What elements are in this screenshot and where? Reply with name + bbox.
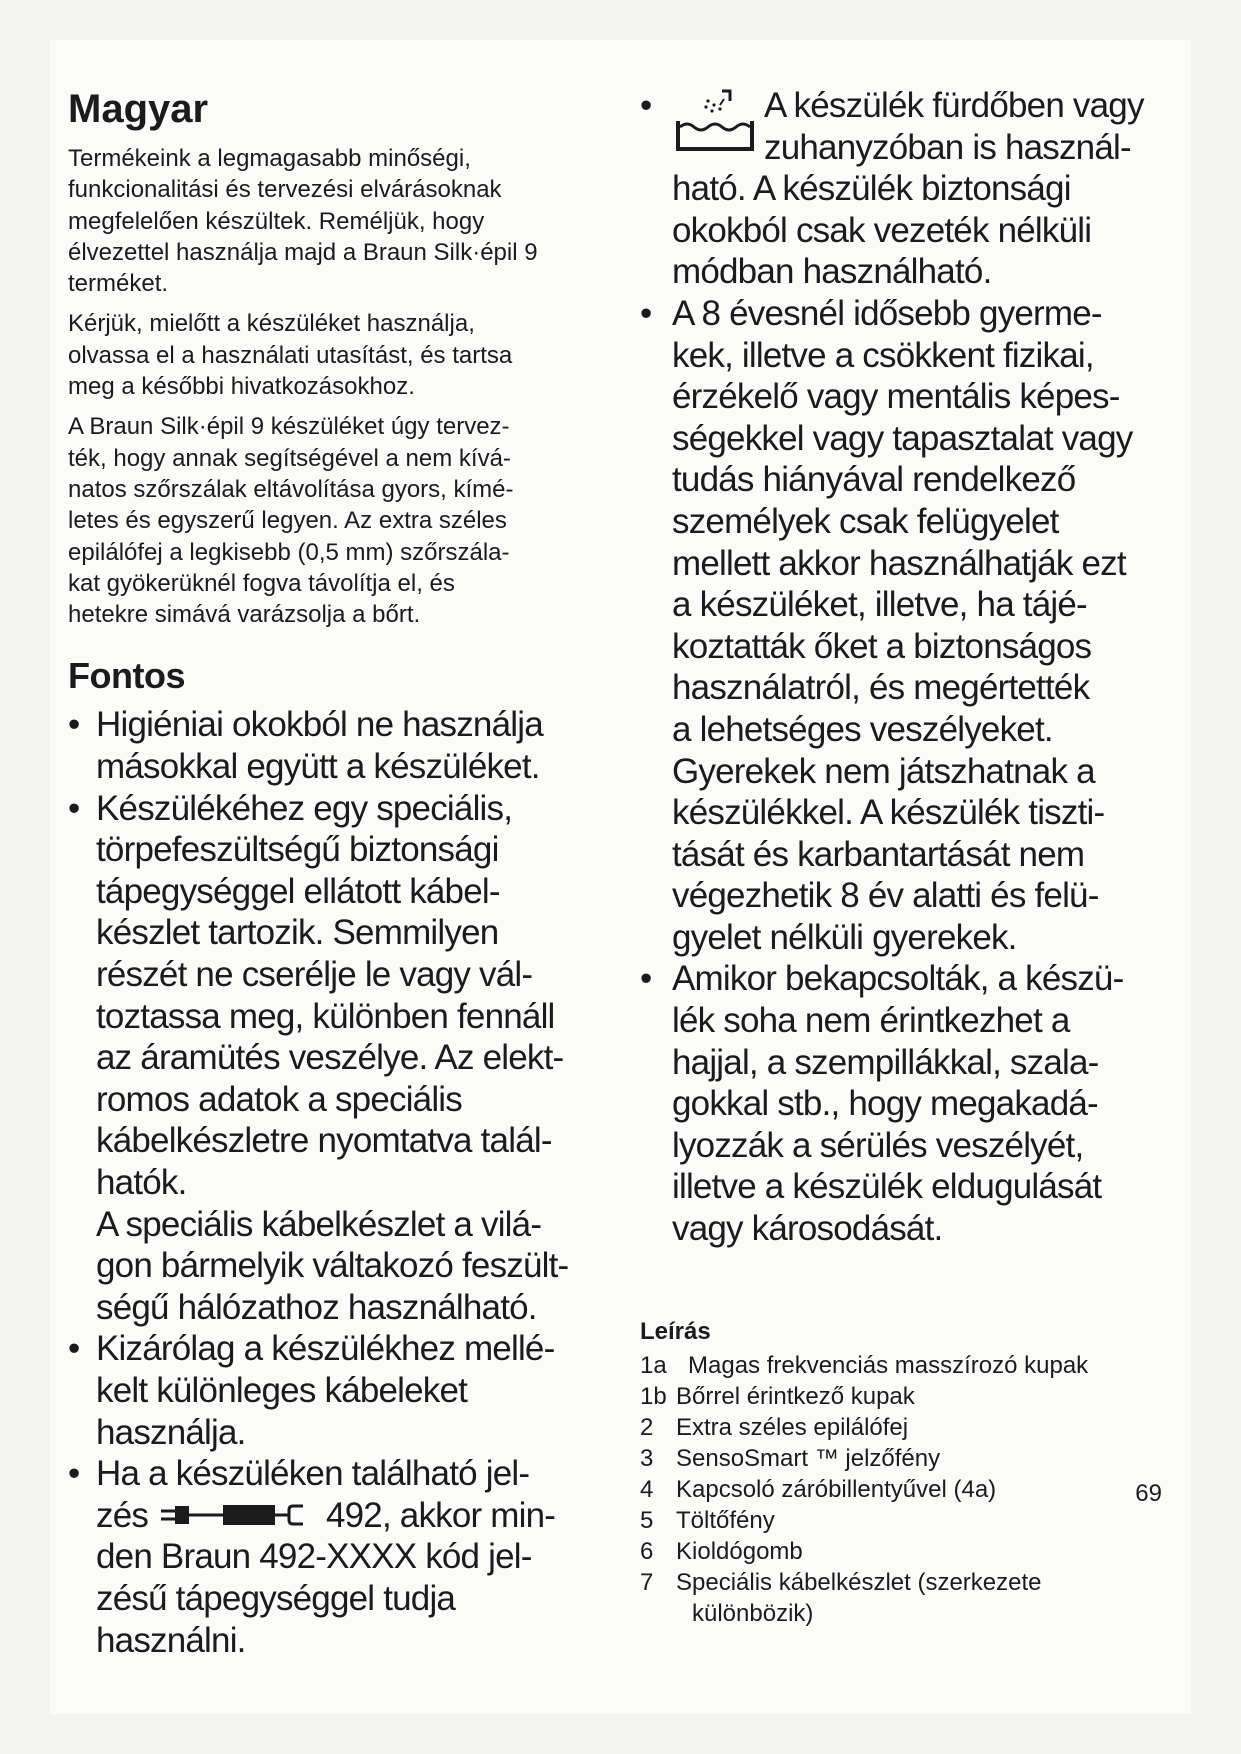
bullet-marking (68, 1453, 628, 1661)
item-number: 4 (640, 1475, 654, 1503)
text-line: zuhanyzóban is használ- (764, 127, 1131, 167)
text-line: tápegységgel ellátott kábel- (96, 871, 500, 911)
item-number: 3 (640, 1444, 654, 1472)
text-line: meg a későbbi hivatkozásokhoz. (68, 373, 415, 401)
text-fragment: 492, akkor min- (325, 1495, 556, 1535)
text-line: törpefeszültségű biztonsági (96, 830, 499, 870)
bullet-switched-on (640, 958, 1185, 1249)
text-line: a készüléket, illetve, ha tájé- (672, 585, 1087, 625)
text-line-with-symbol (96, 1495, 628, 1537)
text-line: tudás hiányával rendelkező (672, 460, 1076, 500)
text-line: készlet tartozik. Semmilyen (96, 913, 499, 953)
text-fragment: zés (96, 1495, 149, 1535)
text-line: terméket. (68, 270, 169, 298)
bullet-hygiene (68, 704, 628, 787)
text-line: érzékelő vagy mentális képes- (672, 377, 1120, 417)
text-line: mellett akkor használhatják ezt (672, 543, 1126, 583)
list-item (640, 1567, 1185, 1598)
text-line: epilálófej a legkisebb (0,5 mm) szőrszála- (68, 538, 510, 566)
text-line: den Braun 492-XXXX kód jel- (96, 1537, 532, 1577)
important-heading: Fontos (68, 655, 185, 697)
item-number: 1a (640, 1351, 667, 1379)
text-line: • A 8 évesnél idősebb gyerme- (672, 293, 1102, 333)
text-line: ségekkel vagy tapasztalat vagy (672, 418, 1133, 458)
item-text: Bőrrel érintkező kupak (676, 1382, 915, 1410)
item-text: Töltőfény (676, 1506, 775, 1534)
text-line: használja. (96, 1412, 246, 1452)
left-column (68, 85, 628, 1661)
text-line: Gyerekek nem játszhatnak a (672, 751, 1095, 791)
text-line: okokból csak vezeték nélküli (672, 210, 1092, 250)
text-line: zésű tápegységgel tudja (96, 1578, 456, 1618)
text-line: használatról, és megértették (672, 668, 1090, 708)
text-line: ségű hálózathoz használható. (96, 1287, 537, 1327)
text-line: kábelkészletre nyomtatva talál- (96, 1121, 552, 1161)
bath-shower-icon (672, 85, 756, 157)
list-item (640, 1443, 1185, 1474)
text-line: kelt különleges kábeleket (96, 1370, 468, 1410)
item-number: 1b (640, 1382, 667, 1410)
item-text: Kapcsoló záróbillentyűvel (4a) (676, 1475, 997, 1503)
intro-paragraph-1 (68, 143, 628, 299)
description-section (640, 1316, 1185, 1629)
text-line: natos szőrszálak eltávolítása gyors, kímé- (68, 475, 514, 503)
item-text: különbözik) (692, 1599, 814, 1627)
text-line: • A készülék fürdőben vagy (764, 86, 1144, 125)
text-line: hatók. (96, 1162, 187, 1202)
text-line: személyek csak felügyelet (672, 501, 1059, 541)
text-line: Termékeink a legmagasabb minőségi, (68, 145, 471, 172)
text-line: készülékkel. A készülék tiszti- (672, 793, 1105, 833)
list-item (640, 1536, 1185, 1567)
right-column (640, 85, 1185, 1629)
text-line: kek, illetve a csökkent fizikai, (672, 335, 1094, 375)
text-line: gokkal stb., hogy megakadá- (672, 1084, 1098, 1124)
bullet-power-supply-continued (68, 1204, 628, 1329)
text-line: ték, hogy annak segítségével a nem kívá- (68, 444, 511, 472)
text-line: részét ne cserélje le vagy vál- (96, 955, 533, 995)
text-line: használni. (96, 1620, 246, 1660)
text-line: gon bármelyik váltakozó feszült- (96, 1246, 569, 1286)
item-number: 6 (640, 1537, 654, 1565)
list-item (640, 1350, 1185, 1381)
bullet-power-supply (68, 788, 628, 1204)
list-item (640, 1412, 1185, 1443)
item-text: Speciális kábelkészlet (szerkezete (676, 1568, 1042, 1596)
text-line: • Ha a készüléken található jel- (96, 1454, 530, 1494)
text-line: hajjal, a szempillákkal, szala- (672, 1042, 1099, 1082)
page-number: 69 (1135, 1480, 1162, 1507)
text-line: A speciális kábelkészlet a vilá- (96, 1204, 542, 1244)
bullet-children (640, 293, 1185, 959)
item-text: Extra széles epilálófej (676, 1413, 909, 1441)
power-supply-plug-icon (157, 1500, 317, 1530)
text-line: funkcionalitási és tervezési elvárásoknak (68, 176, 502, 204)
text-line: a lehetséges veszélyeket. (672, 709, 1053, 749)
text-line: Kérjük, mielőtt a készüléket használja, (68, 310, 475, 338)
text-line: letes és egyszerű legyen. Az extra széles (68, 507, 507, 535)
intro-paragraph-2 (68, 308, 628, 402)
language-title: Magyar (68, 87, 209, 131)
text-line: másokkal együtt a készüléket. (96, 747, 540, 787)
item-text: Kioldógomb (676, 1537, 803, 1565)
text-line: • Amikor bekapcsolták, a készü- (672, 959, 1124, 999)
text-line: • Higiéniai okokból ne használja (96, 705, 543, 745)
item-number (640, 1598, 676, 1629)
intro-paragraph-3 (68, 411, 628, 630)
item-text: Magas frekvenciás masszírozó kupak (688, 1351, 1089, 1379)
bath-text (764, 85, 1185, 168)
text-line: toztassa meg, különben fennáll (96, 996, 555, 1036)
text-line: romos adatok a speciális (96, 1079, 462, 1119)
list-item (640, 1381, 1185, 1412)
text-line: olvassa el a használati utasítást, és tartsa (68, 341, 513, 369)
text-line: hetekre simává varázsolja a bőrt. (68, 601, 421, 629)
text-line: megfelelően készültek. Reméljük, hogy (68, 207, 485, 235)
bullet-cables (68, 1328, 628, 1453)
item-text: SensoSmart ™ jelzőfény (676, 1444, 941, 1472)
item-number: 7 (640, 1568, 654, 1596)
text-line: az áramütés veszélye. Az elekt- (96, 1038, 564, 1078)
description-title: Leírás (640, 1317, 711, 1345)
text-line: • Készülékéhez egy speciális, (96, 788, 513, 828)
item-number: 2 (640, 1413, 654, 1441)
text-line: illetve a készülék eldugulását (672, 1167, 1102, 1207)
text-line: élvezettel használja majd a Braun Silk·épil 9 (68, 238, 538, 266)
list-item (640, 1505, 1185, 1536)
text-line: koztatták őket a biztonságos (672, 626, 1092, 666)
text-line: gyelet nélküli gyerekek. (672, 917, 1017, 957)
list-item (640, 1474, 1185, 1505)
text-line: A Braun Silk·épil 9 készüléket úgy tervez- (68, 413, 510, 441)
text-line: kat gyökerüknél fogva távolítja el, és (68, 569, 455, 597)
bath-line (672, 85, 1185, 168)
text-line: tását és karbantartását nem (672, 834, 1085, 874)
text-line: lyozzák a sérülés veszélyét, (672, 1125, 1084, 1165)
text-line: ható. A készülék biztonsági (672, 169, 1071, 209)
text-line: vagy károsodását. (672, 1209, 943, 1249)
text-line: módban használható. (672, 252, 992, 292)
text-line: lék soha nem érintkezhet a (672, 1001, 1070, 1041)
bullet-bathroom (640, 85, 1185, 293)
text-line: végezhetik 8 év alatti és felü- (672, 876, 1099, 916)
item-number: 5 (640, 1506, 654, 1534)
text-line: • Kizárólag a készülékhez mellé- (96, 1329, 555, 1369)
list-item (640, 1598, 1185, 1629)
